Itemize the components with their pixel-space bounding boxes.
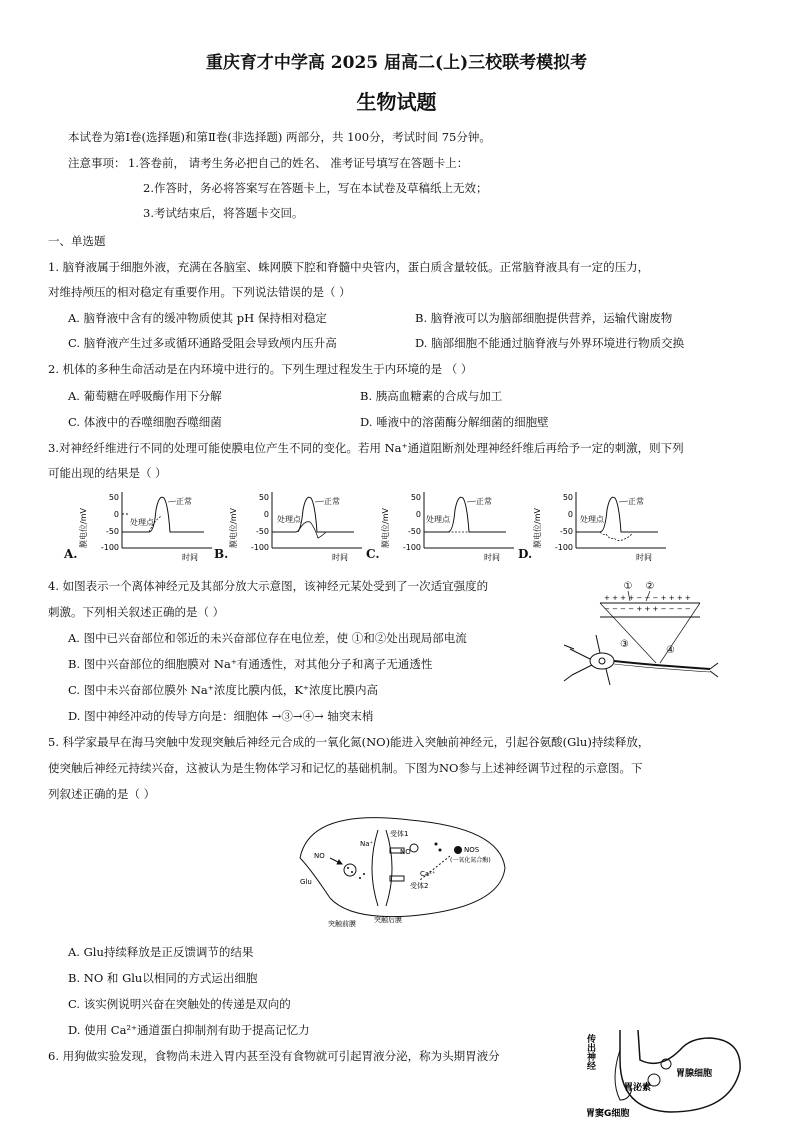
intro-line: 本试卷为第Ⅰ卷(选择题)和第Ⅱ卷(非选择题) 两部分，共 100分，考试时间 75分钟。	[68, 130, 491, 144]
graph-a-plot	[64, 490, 214, 565]
graph-d-treat: 处理点	[580, 515, 604, 524]
q2-option-b: B. 胰高血糖素的合成与加工	[360, 389, 503, 403]
gastrin-label: 胃泌素	[624, 1083, 652, 1093]
notice-3: 3.考试结束后，将答题卡交回。	[143, 206, 304, 220]
graph-c-treat: 处理点	[426, 515, 450, 524]
marker-4: ④	[666, 645, 675, 656]
neuron-diagram	[560, 575, 720, 695]
graph-a-tick-m100: -100	[100, 543, 119, 552]
q4-option-d: D. 图中神经冲动的传导方向是：细胞体 →③→④→ 轴突末梢	[68, 709, 374, 723]
graph-c-tick-m50: -50	[407, 527, 421, 536]
q5-option-d: D. 使用 Ca²⁺通道蛋白抑制剂有助于提高记忆力	[68, 1023, 310, 1037]
glu-label: Glu	[300, 878, 312, 886]
q1-option-a: A. 脑脊液中含有的缓冲物质使其 pH 保持相对稳定	[68, 311, 327, 325]
graph-c-tick-0: 0	[415, 510, 421, 519]
graph-d-normal: 正常	[628, 497, 644, 506]
graph-d-ylabel: 膜电位/mV	[533, 508, 542, 548]
subject-title: 生物试题	[356, 90, 437, 114]
graph-b	[214, 490, 364, 565]
q2-option-c: C. 体液中的吞噬细胞吞噬细菌	[68, 415, 222, 429]
q5-stem-2: 使突触后神经元持续兴奋，这被认为是生物体学习和记忆的基础机制。下图为NO参与上述神经调节过程的示意图。下	[48, 761, 643, 775]
graph-a-ylabel: 膜电位/mV	[79, 508, 88, 548]
receptor-2: 受体2	[410, 882, 429, 890]
graph-b-treat: 处理点	[277, 515, 301, 524]
q2-option-d: D. 唾液中的溶菌酶分解细菌的细胞壁	[360, 415, 549, 429]
graph-a-label: A.	[64, 547, 78, 561]
graph-c-tick-50: 50	[410, 493, 421, 502]
graph-c-plot	[366, 490, 516, 565]
graph-c-xlabel: 时间	[484, 553, 500, 562]
q5-stem-1: 5. 科学家最早在海马突触中发现突触后神经元合成的一氧化氮(NO)能进入突触前神经元，引起谷氨酸(Glu)持续释放，	[48, 735, 650, 749]
graph-a-xlabel: 时间	[182, 553, 198, 562]
q6-stem: 6. 用狗做实验发现，食物尚未进入胃内甚至没有食物就可引起胃液分泌，称为头期胃液分	[48, 1049, 500, 1063]
graph-c	[366, 490, 516, 565]
graph-d-tick-50: 50	[562, 493, 573, 502]
section-heading: 一、单选题	[48, 234, 106, 248]
q2-stem: 2. 机体的多种生命活动是在内环境中进行的。下列生理过程发生于内环境的是 （ ）	[48, 362, 473, 376]
graph-c-ylabel: 膜电位/mV	[381, 508, 390, 548]
nos-note: (一氧化氮合酶)	[450, 857, 491, 864]
graph-b-tick-m100: -100	[250, 543, 269, 552]
ca-label: Ca²⁺	[420, 870, 436, 878]
graph-d-tick-m100: -100	[554, 543, 573, 552]
q4-stem-1: 4. 如图表示一个离体神经元及其部分放大示意图，该神经元某处受到了一次适宜强度的	[48, 579, 489, 593]
graph-a-tick-0: 0	[113, 510, 119, 519]
graph-d-plot	[518, 490, 668, 565]
graph-d	[518, 490, 668, 565]
no-label-2: NO	[400, 848, 411, 856]
stomach-diagram	[580, 1020, 750, 1120]
marker-2: ②	[645, 581, 655, 592]
postsynaptic-label: 突触后膜	[374, 916, 402, 924]
marker-3: ③	[620, 639, 629, 650]
graph-a-normal: 正常	[176, 497, 192, 506]
graph-b-normal: 正常	[324, 497, 340, 506]
graph-b-tick-0: 0	[263, 510, 269, 519]
notice-label: 注意事项：	[68, 156, 126, 170]
parietal-label: 胃腺细胞	[676, 1069, 713, 1079]
q1-stem-2: 对维持颅压的相对稳定有重要作用。下列说法错误的是（ ）	[48, 285, 351, 299]
q1-option-d: D. 脑部细胞不能通过脑脊液与外界环境进行物质交换	[415, 336, 685, 350]
q1-stem-1: 1. 脑脊液属于细胞外液，充满在各脑室、蛛网膜下腔和脊髓中央管内，蛋白质含量较低。正常脑脊液具有一定的压力，	[48, 260, 650, 274]
q4-option-a: A. 图中已兴奋部位和邻近的未兴奋部位存在电位差，使 ①和②处出现局部电流	[68, 631, 467, 645]
svg-text:− − − − + + + − − − −: − − − − + + + − − − −	[604, 605, 691, 613]
q1-option-c: C. 脑脊液产生过多或循环通路受阻会导致颅内压升高	[68, 336, 337, 350]
q5-option-c: C. 该实例说明兴奋在突触处的传递是双向的	[68, 997, 291, 1011]
svg-text:+ + + + − − − + + + +: + + + + − − − + + + +	[604, 594, 691, 602]
presynaptic-label: 突触前膜	[328, 920, 356, 928]
nos-label: NOS	[464, 846, 480, 854]
graph-b-tick-50: 50	[258, 493, 269, 502]
g-cell-label: 胃窦G细胞	[586, 1109, 630, 1119]
graph-a	[64, 490, 214, 565]
graph-d-xlabel: 时间	[636, 553, 652, 562]
marker-1: ①	[623, 581, 633, 592]
graph-b-tick-m50: -50	[255, 527, 269, 536]
exam-title: 重庆育才中学高 2025 届高二(上)三校联考模拟考	[205, 53, 588, 73]
notice-2: 2.作答时，务必将答案写在答题卡上，写在本试卷及草稿纸上无效；	[143, 181, 488, 195]
graph-a-tick-m50: -50	[105, 527, 119, 536]
q5-stem-3: 列叙述正确的是（ ）	[48, 787, 156, 801]
notice-1: 1.答卷前， 请考生务必把自己的姓名、 准考证号填写在答题卡上：	[128, 156, 469, 170]
q5-option-b: B. NO 和 Glu以相同的方式运出细胞	[68, 971, 258, 985]
q3-stem-1: 3.对神经纤维进行不同的处理可能使膜电位产生不同的变化。若用 Na⁺通道阻断剂处理神经纤维后再给予一定的刺激，则下列	[48, 441, 684, 455]
graph-d-tick-0: 0	[567, 510, 573, 519]
q1-option-b: B. 脑脊液可以为脑部细胞提供营养，运输代谢废物	[415, 311, 673, 325]
q4-option-c: C. 图中未兴奋部位膜外 Na⁺浓度比膜内低，K⁺浓度比膜内高	[68, 683, 379, 697]
synapse-diagram	[290, 808, 520, 928]
q4-stem-2: 刺激。下列相关叙述正确的是（ ）	[48, 605, 225, 619]
graph-a-tick-50: 50	[108, 493, 119, 502]
nerve-label: 传出神经	[585, 1034, 595, 1070]
no-label-1: NO	[314, 852, 325, 860]
q2-option-a: A. 葡萄糖在呼吸酶作用下分解	[68, 389, 222, 403]
q5-option-a: A. Glu持续释放是正反馈调节的结果	[68, 945, 254, 959]
q3-stem-2: 可能出现的结果是（ ）	[48, 466, 167, 480]
q4-option-b: B. 图中兴奋部位的细胞膜对 Na⁺有通透性，对其他分子和离子无通透性	[68, 657, 433, 671]
graph-d-tick-m50: -50	[559, 527, 573, 536]
graph-c-tick-m100: -100	[402, 543, 421, 552]
graph-c-label: C.	[366, 547, 380, 561]
graph-c-normal: 正常	[476, 497, 492, 506]
receptor-1: 受体1	[390, 830, 409, 838]
graph-b-xlabel: 时间	[332, 553, 348, 562]
na-label: Na⁺	[360, 840, 374, 848]
graph-d-label: D.	[518, 547, 533, 561]
graph-b-label: B.	[214, 547, 229, 561]
graph-b-ylabel: 膜电位/mV	[229, 508, 238, 548]
graph-a-treat: 处理点	[130, 518, 154, 527]
graph-b-plot	[214, 490, 364, 565]
